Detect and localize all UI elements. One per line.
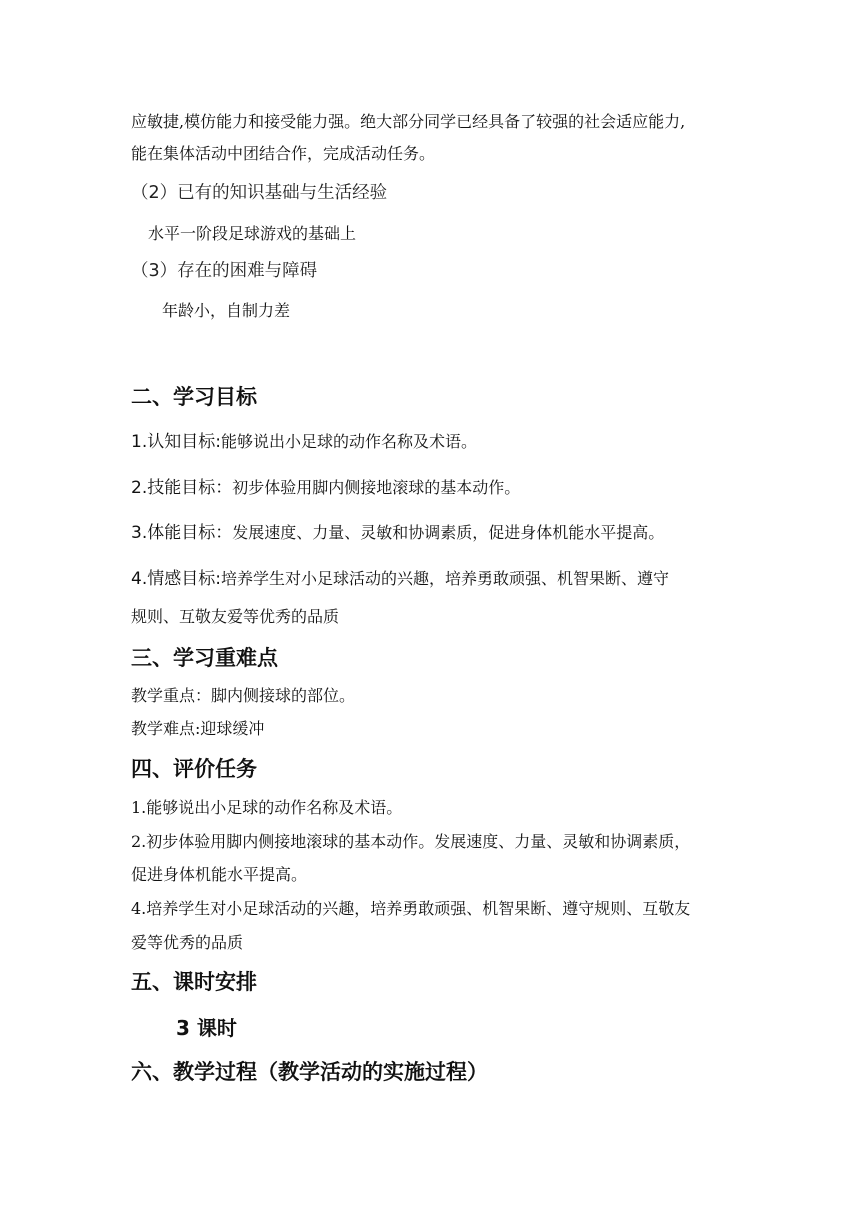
schedule-value: 3 课时 [176,1016,237,1040]
goal-number: 4. [131,569,148,589]
teaching-difficulty: 教学难点:迎球缓冲 [131,719,265,738]
goal-text: 能够说出小足球的动作名称及术语。 [220,432,477,451]
goal-item-emotional-continued: 规则、互敬友爱等优秀的品质 [131,607,340,626]
evaluation-line: 促进身体机能水平提高。 [131,865,308,884]
section-heading-evaluation: 四、评价任务 [131,757,257,781]
subsection-title-knowledge: （2）已有的知识基础与生活经验 [131,183,388,203]
goal-number: 1. [131,432,148,452]
teaching-key-point: 教学重点：脚内侧接球的部位。 [131,686,356,705]
goal-text: 发展速度、力量、灵敏和协调素质，促进身体机能水平提高。 [232,523,665,542]
section-heading-key-points: 三、学习重难点 [131,646,278,670]
goal-number: 3. [131,523,148,543]
evaluation-line: 2.初步体验用脚内侧接地滚球的基本动作。发展速度、力量、灵敏和协调素质， [131,832,691,851]
subsection-body-knowledge: 水平一阶段足球游戏的基础上 [148,224,357,243]
evaluation-line: 1.能够说出小足球的动作名称及术语。 [131,798,403,817]
goal-label: 技能目标： [147,478,233,498]
goal-label: 情感目标: [147,569,221,589]
goal-label: 认知目标: [147,432,221,452]
goal-item-cognitive [131,434,477,451]
evaluation-line: 4.培养学生对小足球活动的兴趣，培养勇敢顽强、机智果断、遵守规则、互敬友 [131,899,691,918]
goal-number: 2. [131,478,148,498]
goal-item-emotional [131,571,669,588]
section-heading-learning-goals: 二、学习目标 [131,385,257,409]
evaluation-line: 爱等优秀的品质 [131,933,244,952]
subsection-title-difficulties: （3）存在的困难与障碍 [131,261,318,281]
goal-item-physical [131,525,664,542]
goal-text: 培养学生对小足球活动的兴趣，培养勇敢顽强、机智果断、遵守 [220,569,669,588]
context-line-1: 应敏捷,模仿能力和接受能力强。绝大部分同学已经具备了较强的社会适应能力, [131,112,686,131]
context-line-2: 能在集体活动中团结合作，完成活动任务。 [131,144,436,163]
section-heading-teaching-process: 六、教学过程（教学活动的实施过程） [131,1060,488,1084]
subsection-body-difficulties: 年龄小，自制力差 [162,301,291,320]
goal-item-skill [131,480,520,497]
goal-text: 初步体验用脚内侧接地滚球的基本动作。 [232,478,521,497]
section-heading-schedule: 五、课时安排 [131,970,257,994]
goal-label: 体能目标： [147,523,233,543]
